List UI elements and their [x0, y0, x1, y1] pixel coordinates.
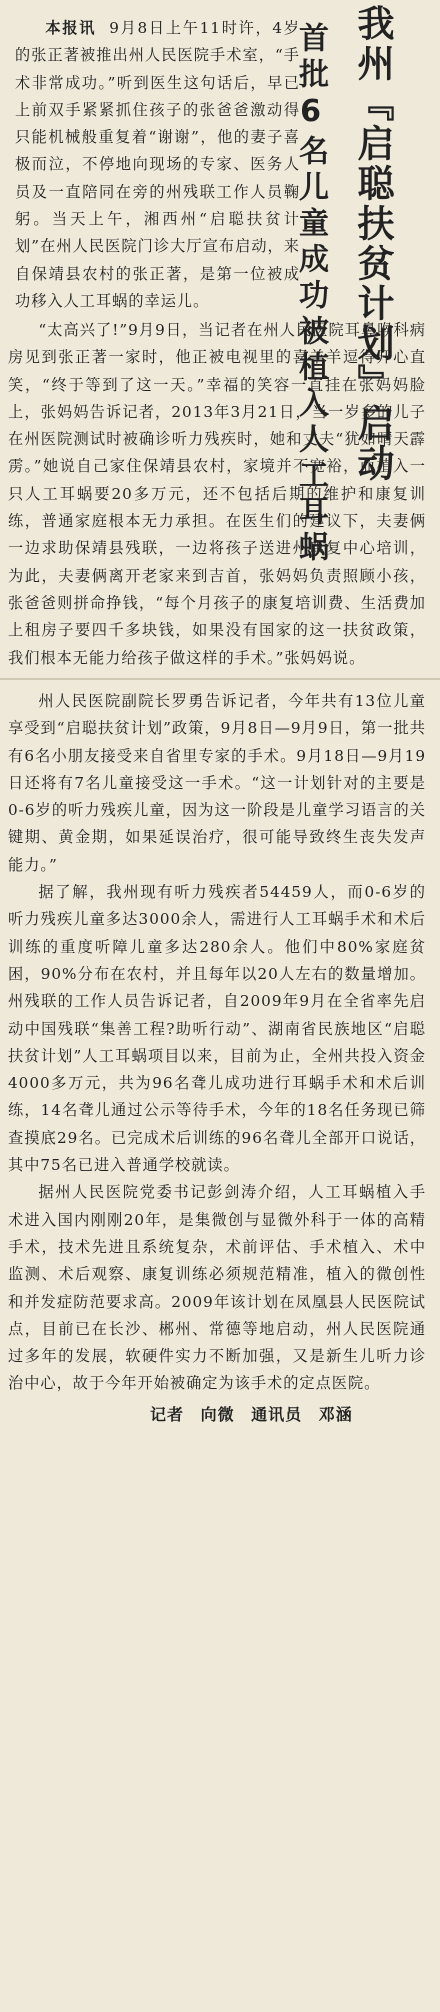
lead-label: 本报讯	[45, 19, 97, 37]
subheadline: 首批6名儿童成功被植入人工耳蜗	[293, 22, 328, 567]
byline: 记者 向微 通讯员 邓涵	[150, 1405, 353, 1424]
article-column-top	[15, 15, 300, 315]
paragraph-3: 州人民医院副院长罗勇告诉记者，今年共有13位儿童享受到“启聪扶贫计划”政策，9月8日—9月9日，第一批共有6名小朋友接受来自省里专家的手术。9月18日—9月19日还将有7名儿童接受这一手术。“这一计划针对的主要是0-6岁的听力残疾儿童，因为这一阶段是儿童学习语言的关键期、黄金期，如果延误治疗，很可能导致终生丧失发声能力。”	[8, 692, 426, 874]
paragraph-2: “太高兴了!”9月9日，当记者在州人民医院耳鼻喉科病房见到张正著一家时，他正被电视里的喜羊羊逗得开心直笑，“终于等到了这一天。”幸福的笑容一直挂在张妈妈脸上，张妈妈告诉记者，2013年3月21日，当一岁多的儿子在州医院测试时被确诊听力残疾时，她和丈夫“犹如晴天霹雳。”她说自己家住保靖县农村，家境并不宽裕，而植入一只人工耳蜗要20多万元，还不包括后期的维护和康复训练，普通家庭根本无力承担。在医生们的建议下，夫妻俩一边求助保靖县残联，一边将孩子送进州康复中心培训，为此，夫妻俩离开老家来到吉首，张妈妈负责照顾小孩，张爸爸则拼命挣钱，“每个月孩子的康复培训费、生活费加上租房子要四千多块钱，如果没有国家的这一扶贫政策，我们根本无能力给孩子做这样的手术。”张妈妈说。	[8, 321, 426, 667]
article-wide-top	[8, 317, 426, 672]
article-wide-bottom	[8, 688, 426, 1398]
paragraph-1-text: 9月8日上午11时许，4岁的张正著被推出州人民医院手术室，“手术非常成功。”听到医生这句话后，早已上前双手紧紧抓住孩子的张爸爸激动得只能机械般重复着“谢谢”，他的妻子喜极而泣，不停地向现场的专家、医务人员及一直陪同在旁的州残联工作人员鞠躬。当天上午，湘西州“启聪扶贫计划”在州人民医院门诊大厅宣布启动，来自保靖县农村的张正著，是第一位被成功移入人工耳蜗的幸运儿。	[15, 19, 300, 310]
column-divider	[0, 678, 440, 680]
headline: 我州『启聪扶贫计划』启动	[351, 4, 394, 484]
paragraph-1	[15, 15, 300, 315]
paragraph-4: 据了解，我州现有听力残疾者54459人，而0-6岁的听力残疾儿童多达3000余人，需进行人工耳蜗手术和术后训练的重度听障儿童多达280余人。他们中80%家庭贫困，90%分布在农村，并且每年以20人左右的数量增加。州残联的工作人员告诉记者，自2009年9月在全省率先启动中国残联“集善工程?助听行动”、湖南省民族地区“启聪扶贫计划”人工耳蜗项目以来，目前为止，全州共投入资金4000多万元，共为96名聋儿成功进行耳蜗手术和术后训练，14名聋儿通过公示等待手术，今年的18名任务现已筛查摸底29名。已完成术后训练的96名聋儿全部开口说话，其中75名已进入普通学校就读。	[8, 883, 426, 1175]
paragraph-5: 据州人民医院党委书记彭剑涛介绍，人工耳蜗植入手术进入国内刚刚20年，是集微创与显微外科于一体的高精手术，技术先进且系统复杂，术前评估、手术植入、术中监测、术后观察、康复训练必须规范精准，植入的微创性和并发症防范要求高。2009年该计划在凤凰县人民医院试点，目前已在长沙、郴州、常德等地启动，州人民医院通过多年的发展，软硬件实力不断加强，又是新生儿听力诊治中心，故于今年开始被确定为该手术的定点医院。	[8, 1183, 426, 1393]
